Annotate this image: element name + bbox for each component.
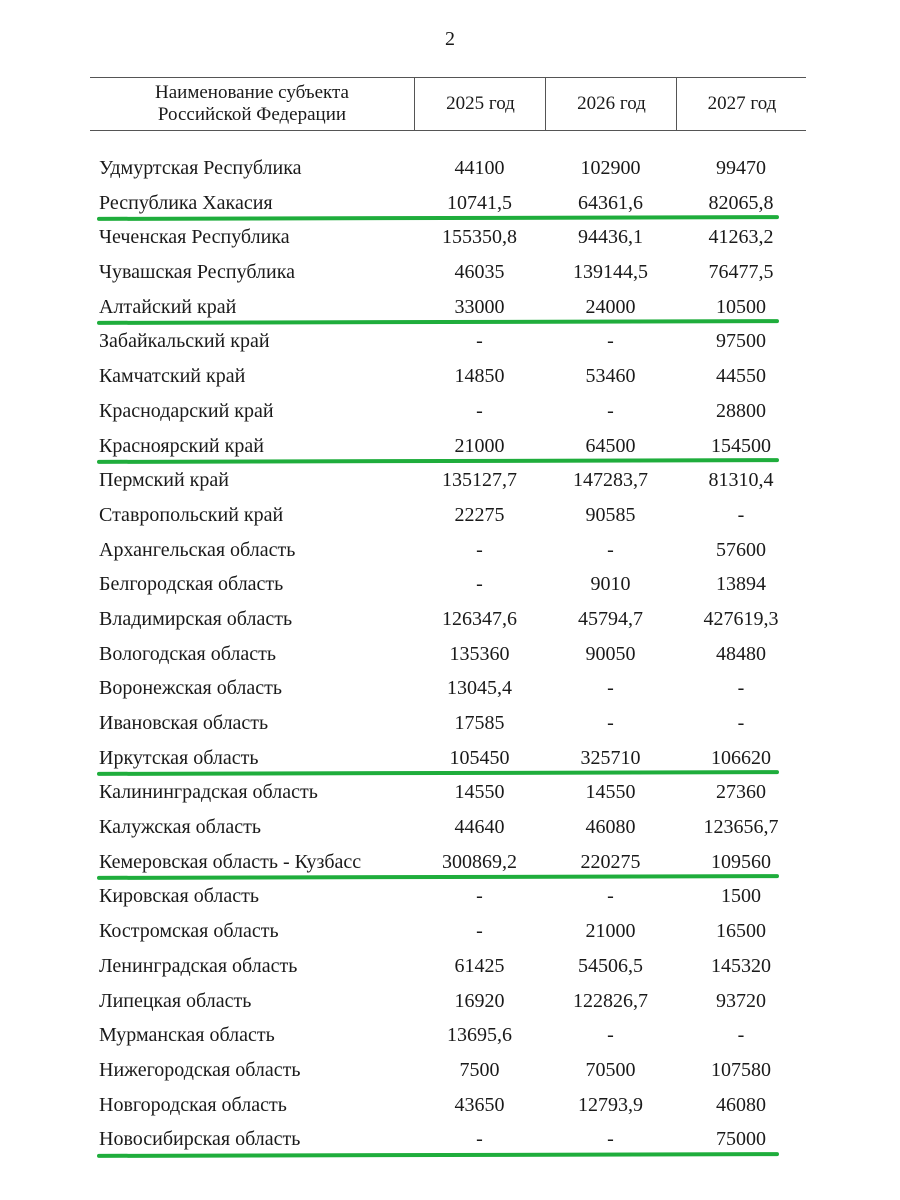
table-row: [0, 602, 900, 637]
value-2025: 105450: [449, 746, 510, 769]
subject-name: Камчатский край: [99, 365, 246, 388]
value-2027: -: [737, 503, 745, 526]
value-2026: -: [607, 712, 614, 734]
subject-name: Калининградская область: [99, 781, 318, 804]
table-header: [90, 77, 806, 131]
value-2026: 53460: [585, 365, 636, 388]
table-row: [0, 1053, 900, 1088]
value-2026: -: [607, 885, 614, 908]
table-row: [0, 949, 900, 984]
value-2027: -: [737, 712, 745, 734]
value-2027: 28800: [716, 399, 766, 422]
subject-name: Иркутская область: [99, 746, 259, 769]
value-2027: 76477,5: [708, 261, 774, 284]
value-2027: -: [737, 677, 745, 700]
value-2026: -: [607, 399, 614, 422]
value-2027: 57600: [716, 538, 766, 561]
value-2027: 106620: [711, 746, 771, 769]
value-2026: 325710: [580, 746, 641, 769]
subject-name: Липецкая область: [99, 989, 252, 1012]
value-2026: -: [607, 677, 614, 700]
page-number: 2: [445, 28, 455, 50]
table-row: [0, 567, 900, 602]
value-2025: -: [476, 1128, 483, 1151]
subject-name: Ивановская область: [99, 712, 269, 734]
header-subject-line1: Наименование субъекта: [155, 82, 349, 103]
value-2026: 70500: [585, 1058, 636, 1081]
value-2027: 41263,2: [708, 226, 774, 249]
subject-name: Костромская область: [99, 920, 279, 943]
value-2026: 90050: [585, 642, 636, 665]
subject-name: Пермский край: [99, 469, 229, 492]
value-2025: 300869,2: [442, 850, 517, 873]
value-2025: -: [476, 885, 483, 908]
value-2026: 21000: [585, 920, 636, 943]
value-2025: -: [476, 920, 483, 943]
subject-name: Красноярский край: [99, 434, 264, 457]
subject-name: Чеченская Республика: [99, 226, 290, 249]
subject-name: Калужская область: [99, 816, 261, 839]
value-2026: 54506,5: [578, 954, 643, 977]
subject-name: Ленинградская область: [99, 954, 298, 977]
header-subject-name: [90, 78, 414, 130]
value-2027: 46080: [716, 1093, 766, 1116]
value-2027: 154500: [711, 434, 771, 457]
value-2026: -: [607, 538, 614, 561]
value-2026: 24000: [585, 295, 636, 318]
table-row-highlighted: [0, 1122, 900, 1157]
value-2025: 13695,6: [447, 1024, 512, 1047]
value-2027: 109560: [711, 850, 771, 873]
subject-name: Новосибирская область: [99, 1128, 301, 1151]
value-2025: 135127,7: [442, 469, 517, 492]
header-2027: 2027 год: [676, 78, 807, 130]
value-2027: 123656,7: [703, 816, 779, 839]
value-2025: 61425: [454, 954, 505, 977]
table-row: [0, 1018, 900, 1053]
value-2026: 45794,7: [578, 607, 643, 630]
value-2026: 90585: [585, 503, 636, 526]
table-row: [0, 255, 900, 290]
subject-name: Республика Хакасия: [99, 191, 273, 214]
value-2026: 94436,1: [578, 226, 643, 249]
value-2025: -: [476, 573, 483, 596]
value-2026: 122826,7: [573, 989, 648, 1012]
table-row-highlighted: [0, 845, 900, 880]
table-row: [0, 151, 900, 186]
table-row: [0, 324, 900, 359]
subject-name: Новгородская область: [99, 1093, 287, 1116]
table-row: [0, 394, 900, 429]
value-2025: 22275: [454, 503, 505, 526]
value-2025: 21000: [454, 434, 505, 457]
value-2025: 155350,8: [442, 226, 517, 249]
value-2025: 33000: [454, 295, 505, 318]
value-2027: 10500: [716, 295, 766, 318]
value-2027: 44550: [716, 365, 766, 388]
header-2026: 2026 год: [545, 78, 677, 130]
header-subject-line2: Российской Федерации: [157, 104, 347, 125]
subject-name: Кемеровская область - Кузбасс: [99, 850, 362, 873]
value-2025: 17585: [454, 712, 505, 734]
table-row: [0, 984, 900, 1019]
table-row-highlighted: [0, 429, 900, 464]
subject-name: Забайкальский край: [99, 330, 270, 353]
value-2026: 14550: [585, 781, 636, 804]
value-2025: 16920: [454, 989, 505, 1012]
value-2027: -: [737, 1024, 745, 1047]
value-2025: -: [476, 330, 483, 353]
table-row: [0, 463, 900, 498]
table-body: [0, 151, 900, 1157]
value-2027: 27360: [716, 781, 766, 804]
value-2025: 13045,4: [447, 677, 512, 700]
table-row: [0, 220, 900, 255]
value-2025: 14550: [454, 781, 505, 804]
value-2025: 7500: [459, 1058, 500, 1081]
table-row: [0, 1088, 900, 1123]
value-2025: -: [476, 399, 483, 422]
value-2027: 16500: [716, 920, 766, 943]
value-2025: 14850: [454, 365, 505, 388]
value-2027: 99470: [716, 157, 766, 179]
value-2027: 93720: [716, 989, 766, 1012]
value-2025: 126347,6: [442, 607, 517, 630]
value-2027: 107580: [711, 1058, 771, 1081]
subject-name: Краснодарский край: [99, 399, 274, 422]
value-2027: 427619,3: [703, 607, 779, 630]
subject-name: Алтайский край: [99, 295, 237, 318]
value-2025: 135360: [449, 642, 510, 665]
table-row: [0, 671, 900, 706]
value-2025: -: [476, 538, 483, 561]
value-2027: 1500: [721, 885, 761, 908]
value-2026: 9010: [590, 573, 631, 596]
value-2027: 81310,4: [708, 469, 774, 492]
value-2026: 139144,5: [573, 261, 648, 284]
table-row: [0, 359, 900, 394]
value-2026: -: [607, 1128, 614, 1151]
subject-name: Вологодская область: [99, 642, 277, 665]
value-2027: 145320: [711, 954, 771, 977]
value-2025: 44640: [454, 816, 505, 839]
table-row: [0, 498, 900, 533]
subject-name: Воронежская область: [99, 677, 283, 700]
value-2025: 44100: [454, 157, 505, 179]
subject-name: Чувашская Республика: [99, 261, 296, 284]
value-2025: 46035: [454, 261, 505, 284]
table-row: [0, 533, 900, 568]
table-row: [0, 706, 900, 741]
value-2026: 102900: [580, 157, 641, 179]
value-2026: 147283,7: [573, 469, 648, 492]
table-row-highlighted: [0, 186, 900, 221]
table-row: [0, 637, 900, 672]
header-2025: 2025 год: [414, 78, 546, 130]
subject-name: Архангельская область: [99, 538, 296, 561]
value-2026: 64361,6: [578, 191, 643, 214]
value-2027: 48480: [716, 642, 766, 665]
value-2025: 10741,5: [447, 191, 512, 214]
value-2026: 46080: [585, 816, 636, 839]
subject-name: Владимирская область: [99, 607, 293, 630]
subject-name: Нижегородская область: [99, 1058, 301, 1081]
table-row: [0, 879, 900, 914]
subject-name: Мурманская область: [99, 1024, 275, 1047]
value-2026: 64500: [585, 434, 636, 457]
subject-name: Белгородская область: [99, 573, 284, 596]
table-row: [0, 810, 900, 845]
value-2027: 97500: [716, 330, 766, 353]
value-2026: -: [607, 1024, 614, 1047]
value-2027: 75000: [716, 1128, 766, 1151]
value-2025: 43650: [454, 1093, 505, 1116]
subject-name: Ставропольский край: [99, 503, 284, 526]
value-2026: 12793,9: [578, 1093, 643, 1116]
subject-name: Кировская область: [99, 885, 260, 908]
table-row-highlighted: [0, 741, 900, 776]
table-row: [0, 914, 900, 949]
value-2026: -: [607, 330, 614, 353]
table-row-highlighted: [0, 290, 900, 325]
subject-name: Удмуртская Республика: [99, 157, 302, 179]
value-2027: 13894: [716, 573, 766, 596]
value-2026: 220275: [580, 850, 641, 873]
value-2027: 82065,8: [708, 191, 774, 214]
table-row: [0, 775, 900, 810]
